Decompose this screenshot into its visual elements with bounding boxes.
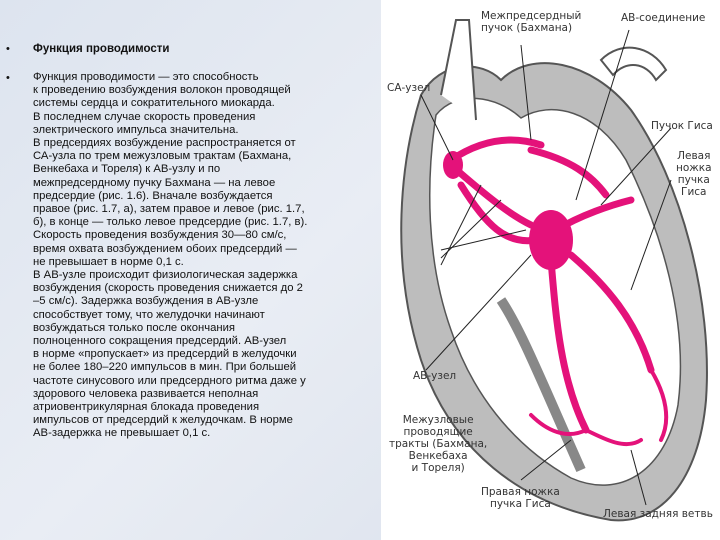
bullet-dot-2: • bbox=[6, 72, 10, 84]
slide-body-text: Функция проводимости — это способность к проведению возбуждения волокон проводящей системы сердца и сократительного миокарда. В последнем случае скорость проведения электрического импульса значительна. В предсердиях возбуждение распространяется от СА-узла по трем межузловым трактам (Бахмана, Венкебаха и Тореля) к АВ-узлу и по межпредсердному пучку Бахмана — на левое предсердие (рис. 1.6). Вначале возбуждается правое (рис. 1.7, а), затем правое и левое (рис. 1.7, б), в конце — только левое предсердие (рис. 1.7, в). Скорость проведения возбуждения 30—80 см/с, время охвата возбуждением обоих предсердий — не превышает в норме 0,1 с. В АВ-узле происходит физиологическая задержка возбуждения (скорость проведения снижается до 2 –5 см/с). Задержка возбуждения в АВ-узле способствует тому, что желудочки начинают возбуждаться только после окончания полноценного сокращения предсердий. АВ-узел в норме «пропускает» из предсердий в желудочки не более 180–220 импульсов в мин. При большей частоте синусового или предсердного ритма даже у здорового человека развивается неполная атриовентрикулярная блокада проведения импульсов от предсердий к желудочкам. В норме АВ-задержка не превышает 0,1 с. bbox=[33, 71, 308, 440]
label-internodal-tracts: Межузловые проводящие тракты (Бахмана, Венкебаха и Тореля) bbox=[389, 414, 488, 474]
label-his-bundle: Пучок Гиса bbox=[651, 120, 713, 132]
slide-heading: Функция проводимости bbox=[33, 43, 170, 55]
label-left-posterior-branch: Левая задняя ветвь bbox=[603, 508, 713, 520]
label-bachmann-bundle: Межпредсердный пучок (Бахмана) bbox=[481, 10, 582, 34]
heart-conduction-figure bbox=[381, 0, 720, 540]
label-left-bundle-branch: Левая ножка пучка Гиса bbox=[676, 150, 712, 198]
bullet-dot-1: • bbox=[6, 43, 10, 55]
sa-node-mass bbox=[443, 151, 463, 179]
label-right-bundle-branch: Правая ножка пучка Гиса bbox=[481, 486, 560, 510]
label-sa-node: СА-узел bbox=[387, 82, 431, 94]
av-node-mass bbox=[529, 210, 573, 270]
label-av-node: АВ-узел bbox=[413, 370, 457, 382]
pulmonary-vessel bbox=[601, 48, 666, 80]
label-av-junction: АВ-соединение bbox=[621, 12, 706, 24]
